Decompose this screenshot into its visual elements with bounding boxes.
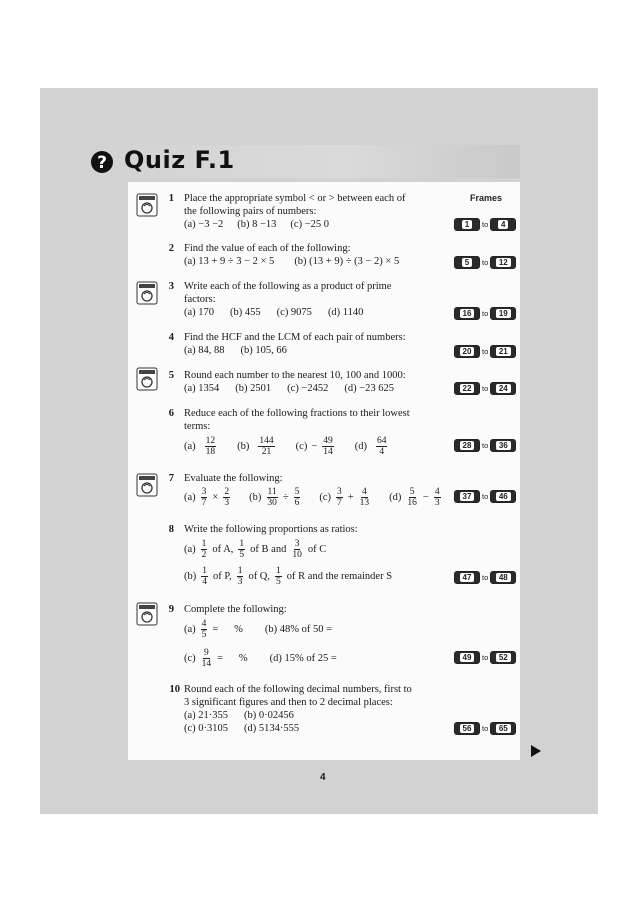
frames-ref-1[interactable]: 1 to 4 — [454, 218, 516, 231]
part-b: (b) 2501 — [235, 383, 272, 394]
part-c: (c) −2452 — [287, 383, 329, 394]
part-a: (a) 84, 88 — [184, 345, 225, 356]
frames-heading: Frames — [470, 193, 503, 203]
frames-ref-8[interactable]: 47 to 48 — [454, 571, 516, 584]
part-c: (c) 9075 — [276, 307, 312, 318]
part-d: (d) 1140 — [327, 307, 364, 318]
part-b: (b) (13 + 9) ÷ (3 − 2) × 5 — [294, 256, 400, 267]
frames-ref-4[interactable]: 20 to 21 — [454, 345, 516, 358]
revision-book-icon — [136, 602, 158, 626]
revision-book-icon — [136, 281, 158, 305]
part-a: (a) 170 — [184, 307, 215, 318]
part-d: (d) −23 625 — [344, 383, 395, 394]
part-b: (b) 8 −13 — [237, 219, 277, 230]
fraction: $\frac{64}{4}$ — [376, 436, 387, 457]
frames-ref-10[interactable]: 56 to 65 — [454, 722, 516, 735]
revision-book-icon — [136, 193, 158, 217]
frames-ref-3[interactable]: 16 to 19 — [454, 307, 516, 320]
fraction: $\frac{144}{21}$ — [259, 436, 274, 457]
page-number: 4 — [320, 772, 326, 783]
part-a: (a) 13 + 9 ÷ 3 − 2 × 5 — [184, 256, 275, 267]
svg-text:?: ? — [97, 153, 107, 173]
part-a: (a) 1354 — [184, 383, 220, 394]
fraction: $\frac{49}{14}$ — [323, 436, 333, 457]
fraction: $\frac{12}{18}$ — [205, 436, 216, 457]
part-b: (b) 105, 66 — [240, 345, 287, 356]
question-mark-icon — [90, 150, 114, 174]
next-page-arrow-icon[interactable] — [530, 744, 542, 758]
frames-ref-6[interactable]: 28 to 36 — [454, 439, 516, 452]
frames-ref-9[interactable]: 49 to 52 — [454, 651, 516, 664]
part-a: (a) −3 −2 — [184, 219, 224, 230]
revision-book-icon — [136, 367, 158, 391]
frames-ref-2[interactable]: 5 to 12 — [454, 256, 516, 269]
revision-book-icon — [136, 473, 158, 497]
frames-ref-5[interactable]: 22 to 24 — [454, 382, 516, 395]
frames-ref-7[interactable]: 37 to 46 — [454, 490, 516, 503]
part-c: (c) −25 0 — [290, 219, 329, 230]
page-title: Quiz F.1 — [124, 146, 235, 174]
part-b: (b) 455 — [230, 307, 261, 318]
